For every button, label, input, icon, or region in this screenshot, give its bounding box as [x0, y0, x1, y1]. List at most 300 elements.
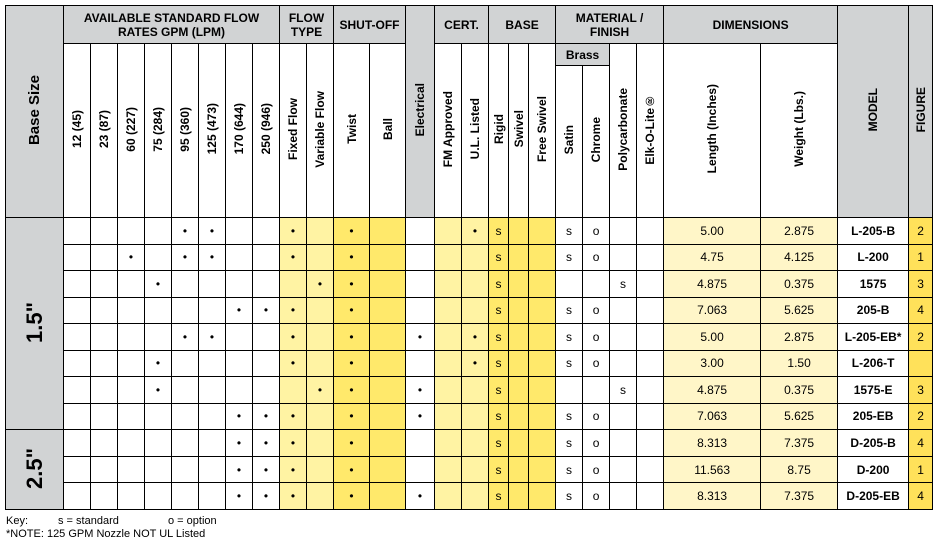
variable-flow-cell: •: [307, 271, 334, 298]
base-size-header: Base Size: [6, 6, 64, 218]
flow-rate-cell: •: [253, 483, 280, 510]
flow-col-125: 125 (473): [199, 44, 226, 218]
variable-flow-header: Variable Flow: [307, 44, 334, 218]
variable-flow-cell: [307, 324, 334, 351]
figure-cell: 3: [909, 377, 933, 404]
flow-rate-cell: [118, 456, 145, 483]
flow-rate-cell: [145, 244, 172, 271]
flow-rate-cell: [91, 218, 118, 245]
ul-listed-cell: [462, 483, 489, 510]
satin-cell: s: [556, 403, 583, 430]
flow-rate-cell: [253, 350, 280, 377]
figure-cell: 2: [909, 218, 933, 245]
flow-rate-cell: •: [199, 218, 226, 245]
fm-approved-cell: [435, 350, 462, 377]
variable-flow-cell: [307, 430, 334, 457]
electrical-cell: •: [406, 403, 435, 430]
flow-rate-cell: [118, 377, 145, 404]
chrome-cell: [583, 271, 610, 298]
flow-rate-cell: •: [118, 244, 145, 271]
polycarbonate-cell: s: [610, 377, 637, 404]
electrical-cell: •: [406, 324, 435, 351]
fixed-flow-cell: •: [280, 297, 307, 324]
weight-cell: 2.875: [761, 324, 838, 351]
weight-cell: 7.375: [761, 430, 838, 457]
length-cell: 7.063: [664, 403, 761, 430]
flow-rate-cell: [253, 324, 280, 351]
elk-o-lite-cell: [637, 456, 664, 483]
model-cell: L-206-T: [838, 350, 909, 377]
flow-rate-cell: [226, 244, 253, 271]
fixed-flow-cell: •: [280, 456, 307, 483]
electrical-cell: •: [406, 483, 435, 510]
satin-cell: [556, 271, 583, 298]
figure-header: FIGURE: [909, 6, 933, 218]
flow-rate-cell: [64, 430, 91, 457]
flow-rate-cell: [145, 297, 172, 324]
free-swivel-header: Free Swivel: [529, 44, 556, 218]
ul-listed-cell: [462, 271, 489, 298]
table-row: [6, 271, 933, 298]
swivel-cell: [509, 324, 529, 351]
flow-rate-cell: [91, 377, 118, 404]
fm-approved-cell: [435, 218, 462, 245]
polycarbonate-cell: [610, 456, 637, 483]
flow-rate-cell: •: [172, 244, 199, 271]
model-cell: D-205-B: [838, 430, 909, 457]
flow-rate-cell: [226, 324, 253, 351]
twist-header: Twist: [334, 44, 370, 218]
flow-rate-cell: [226, 377, 253, 404]
figure-cell: 1: [909, 456, 933, 483]
swivel-cell: [509, 483, 529, 510]
flow-rate-cell: [199, 297, 226, 324]
weight-cell: 0.375: [761, 271, 838, 298]
model-cell: D-205-EB: [838, 483, 909, 510]
rigid-cell: s: [489, 244, 509, 271]
ball-cell: [370, 403, 406, 430]
length-cell: 8.313: [664, 430, 761, 457]
rigid-cell: s: [489, 324, 509, 351]
swivel-cell: [509, 403, 529, 430]
flow-rate-cell: [64, 244, 91, 271]
rigid-header: Rigid: [489, 44, 509, 218]
free-swivel-cell: [529, 218, 556, 245]
free-swivel-cell: [529, 350, 556, 377]
electrical-header: Electrical: [406, 6, 435, 218]
model-cell: 1575-E: [838, 377, 909, 404]
ul-listed-cell: [462, 456, 489, 483]
ul-listed-cell: [462, 430, 489, 457]
flow-rate-cell: •: [199, 324, 226, 351]
base-size-label: 1.5": [21, 301, 47, 343]
flow-rate-cell: [118, 271, 145, 298]
twist-cell: •: [334, 483, 370, 510]
rigid-cell: s: [489, 377, 509, 404]
elk-o-lite-header: Elk-O-Lite®: [637, 44, 664, 218]
flow-rate-cell: [172, 456, 199, 483]
fm-approved-cell: [435, 377, 462, 404]
length-cell: 11.563: [664, 456, 761, 483]
ball-cell: [370, 324, 406, 351]
variable-flow-cell: [307, 456, 334, 483]
weight-cell: 0.375: [761, 377, 838, 404]
ball-cell: [370, 483, 406, 510]
flow-rate-cell: [91, 297, 118, 324]
chrome-header: Chrome: [583, 66, 610, 218]
flow-rates-header: AVAILABLE STANDARD FLOW RATES GPM (LPM): [64, 6, 280, 44]
flow-rate-cell: [64, 271, 91, 298]
flow-rate-cell: [145, 403, 172, 430]
twist-cell: •: [334, 244, 370, 271]
fixed-flow-cell: •: [280, 324, 307, 351]
flow-rate-cell: [118, 324, 145, 351]
satin-cell: s: [556, 218, 583, 245]
flow-rate-cell: [118, 218, 145, 245]
fm-approved-cell: [435, 430, 462, 457]
flow-rate-cell: [118, 297, 145, 324]
rigid-cell: s: [489, 297, 509, 324]
brass-header: Brass: [556, 44, 610, 66]
flow-rate-cell: •: [145, 271, 172, 298]
variable-flow-cell: [307, 403, 334, 430]
flow-rate-cell: [64, 377, 91, 404]
twist-cell: •: [334, 297, 370, 324]
ul-listed-cell: [462, 403, 489, 430]
chrome-cell: o: [583, 430, 610, 457]
table-row: [6, 324, 933, 351]
elk-o-lite-cell: [637, 244, 664, 271]
twist-cell: •: [334, 271, 370, 298]
spec-table: [5, 5, 933, 510]
ball-cell: [370, 271, 406, 298]
flow-rate-cell: [64, 456, 91, 483]
rigid-cell: s: [489, 218, 509, 245]
polycarbonate-cell: [610, 218, 637, 245]
figure-cell: 2: [909, 403, 933, 430]
variable-flow-cell: [307, 297, 334, 324]
table-body: [6, 218, 933, 510]
fm-approved-cell: [435, 244, 462, 271]
rigid-cell: s: [489, 430, 509, 457]
table-row: [6, 297, 933, 324]
flow-col-12: 12 (45): [64, 44, 91, 218]
length-header: Length (Inches): [664, 44, 761, 218]
flow-rate-cell: •: [172, 218, 199, 245]
ball-cell: [370, 244, 406, 271]
swivel-header: Swivel: [509, 44, 529, 218]
ball-cell: [370, 297, 406, 324]
satin-cell: s: [556, 430, 583, 457]
table-row: [6, 456, 933, 483]
flow-rate-cell: [91, 430, 118, 457]
flow-rate-cell: [172, 297, 199, 324]
satin-cell: s: [556, 324, 583, 351]
fixed-flow-cell: •: [280, 403, 307, 430]
table-row: [6, 377, 933, 404]
fm-approved-cell: [435, 483, 462, 510]
chrome-cell: o: [583, 350, 610, 377]
swivel-cell: [509, 297, 529, 324]
rigid-cell: s: [489, 483, 509, 510]
ball-cell: [370, 350, 406, 377]
twist-cell: •: [334, 403, 370, 430]
weight-cell: 4.125: [761, 244, 838, 271]
flow-rate-cell: [91, 456, 118, 483]
model-cell: D-200: [838, 456, 909, 483]
free-swivel-cell: [529, 324, 556, 351]
elk-o-lite-cell: [637, 324, 664, 351]
free-swivel-cell: [529, 430, 556, 457]
twist-cell: •: [334, 324, 370, 351]
flow-rate-cell: [199, 350, 226, 377]
variable-flow-cell: [307, 244, 334, 271]
elk-o-lite-cell: [637, 377, 664, 404]
flow-rate-cell: [172, 403, 199, 430]
flow-rate-cell: •: [172, 324, 199, 351]
twist-cell: •: [334, 456, 370, 483]
satin-cell: s: [556, 483, 583, 510]
length-cell: 3.00: [664, 350, 761, 377]
chrome-cell: o: [583, 218, 610, 245]
weight-cell: 1.50: [761, 350, 838, 377]
ball-cell: [370, 377, 406, 404]
fixed-flow-cell: •: [280, 483, 307, 510]
flow-rate-cell: [226, 218, 253, 245]
fm-approved-cell: [435, 456, 462, 483]
fixed-flow-cell: [280, 377, 307, 404]
electrical-cell: [406, 350, 435, 377]
flow-rate-cell: [118, 403, 145, 430]
flow-rate-cell: [199, 377, 226, 404]
fm-approved-cell: [435, 271, 462, 298]
weight-cell: 7.375: [761, 483, 838, 510]
figure-cell: 4: [909, 430, 933, 457]
ul-listed-cell: [462, 244, 489, 271]
base-size-group: [6, 218, 64, 430]
polycarbonate-cell: [610, 244, 637, 271]
free-swivel-cell: [529, 456, 556, 483]
free-swivel-cell: [529, 271, 556, 298]
figure-cell: [909, 350, 933, 377]
key-standard: s = standard: [58, 515, 119, 527]
variable-flow-cell: [307, 218, 334, 245]
flow-rate-cell: [64, 324, 91, 351]
chrome-cell: o: [583, 324, 610, 351]
polycarbonate-cell: [610, 324, 637, 351]
rigid-cell: s: [489, 350, 509, 377]
ul-listed-cell: •: [462, 218, 489, 245]
shut-off-header: SHUT-OFF: [334, 6, 406, 44]
flow-rate-cell: [145, 430, 172, 457]
rigid-cell: s: [489, 403, 509, 430]
length-cell: 7.063: [664, 297, 761, 324]
flow-rate-cell: [91, 244, 118, 271]
electrical-cell: [406, 430, 435, 457]
swivel-cell: [509, 377, 529, 404]
flow-rate-cell: [145, 456, 172, 483]
fixed-flow-cell: •: [280, 244, 307, 271]
fixed-flow-cell: •: [280, 430, 307, 457]
flow-rate-cell: [172, 377, 199, 404]
fixed-flow-cell: •: [280, 350, 307, 377]
length-cell: 5.00: [664, 218, 761, 245]
chrome-cell: o: [583, 297, 610, 324]
flow-rate-cell: [145, 218, 172, 245]
free-swivel-cell: [529, 377, 556, 404]
twist-cell: •: [334, 430, 370, 457]
fm-approved-header: FM Approved: [435, 44, 462, 218]
flow-col-75: 75 (284): [145, 44, 172, 218]
ul-listed-header: U.L. Listed: [462, 44, 489, 218]
polycarbonate-cell: [610, 403, 637, 430]
flow-rate-cell: [64, 403, 91, 430]
ball-cell: [370, 430, 406, 457]
flow-col-170: 170 (644): [226, 44, 253, 218]
ul-listed-cell: [462, 297, 489, 324]
variable-flow-cell: [307, 483, 334, 510]
length-cell: 4.875: [664, 271, 761, 298]
free-swivel-cell: [529, 244, 556, 271]
polycarbonate-cell: s: [610, 271, 637, 298]
chrome-cell: o: [583, 244, 610, 271]
flow-col-23: 23 (87): [91, 44, 118, 218]
base-header: BASE: [489, 6, 556, 44]
table-row: [6, 244, 933, 271]
swivel-cell: [509, 244, 529, 271]
flow-rate-cell: •: [226, 483, 253, 510]
flow-rate-cell: •: [253, 403, 280, 430]
flow-rate-cell: •: [226, 403, 253, 430]
flow-rate-cell: [199, 430, 226, 457]
flow-rate-cell: [253, 218, 280, 245]
satin-header: Satin: [556, 66, 583, 218]
polycarbonate-cell: [610, 483, 637, 510]
flow-rate-cell: [145, 324, 172, 351]
weight-cell: 8.75: [761, 456, 838, 483]
fixed-flow-header: Fixed Flow: [280, 44, 307, 218]
elk-o-lite-cell: [637, 430, 664, 457]
polycarbonate-cell: [610, 297, 637, 324]
material-header: MATERIAL / FINISH: [556, 6, 664, 44]
swivel-cell: [509, 456, 529, 483]
flow-rate-cell: [64, 218, 91, 245]
polycarbonate-cell: [610, 350, 637, 377]
flow-rate-cell: [172, 430, 199, 457]
flow-rate-cell: [253, 244, 280, 271]
flow-rate-cell: •: [253, 430, 280, 457]
flow-rate-cell: [118, 350, 145, 377]
twist-cell: •: [334, 218, 370, 245]
figure-cell: 2: [909, 324, 933, 351]
key-line: [6, 515, 217, 528]
figure-cell: 1: [909, 244, 933, 271]
flow-type-header: FLOW TYPE: [280, 6, 334, 44]
flow-rate-cell: [253, 377, 280, 404]
satin-cell: s: [556, 350, 583, 377]
satin-cell: [556, 377, 583, 404]
ball-cell: [370, 456, 406, 483]
key-legend: [6, 515, 217, 541]
elk-o-lite-cell: [637, 403, 664, 430]
rigid-cell: s: [489, 456, 509, 483]
flow-rate-cell: •: [226, 430, 253, 457]
flow-rate-cell: •: [145, 377, 172, 404]
polycarbonate-header: Polycarbonate: [610, 44, 637, 218]
flow-rate-cell: [226, 271, 253, 298]
weight-cell: 5.625: [761, 403, 838, 430]
cert-header: CERT.: [435, 6, 489, 44]
chrome-cell: o: [583, 456, 610, 483]
key-label: Key:: [6, 515, 29, 527]
satin-cell: s: [556, 244, 583, 271]
flow-rate-cell: •: [253, 297, 280, 324]
flow-rate-cell: •: [253, 456, 280, 483]
elk-o-lite-cell: [637, 350, 664, 377]
model-cell: L-205-EB*: [838, 324, 909, 351]
flow-col-250: 250 (946): [253, 44, 280, 218]
variable-flow-cell: •: [307, 377, 334, 404]
electrical-cell: [406, 244, 435, 271]
ul-listed-cell: •: [462, 350, 489, 377]
fm-approved-cell: [435, 403, 462, 430]
flow-rate-cell: [199, 403, 226, 430]
figure-cell: 3: [909, 271, 933, 298]
flow-col-95: 95 (360): [172, 44, 199, 218]
model-cell: L-200: [838, 244, 909, 271]
flow-rate-cell: [118, 483, 145, 510]
model-cell: 205-EB: [838, 403, 909, 430]
flow-rate-cell: [91, 483, 118, 510]
flow-rate-cell: [91, 403, 118, 430]
length-cell: 8.313: [664, 483, 761, 510]
figure-cell: 4: [909, 483, 933, 510]
twist-cell: •: [334, 377, 370, 404]
free-swivel-cell: [529, 403, 556, 430]
free-swivel-cell: [529, 483, 556, 510]
flow-rate-cell: •: [199, 244, 226, 271]
polycarbonate-cell: [610, 430, 637, 457]
table-row: [6, 403, 933, 430]
flow-rate-cell: [91, 324, 118, 351]
model-cell: L-205-B: [838, 218, 909, 245]
flow-rate-cell: •: [145, 350, 172, 377]
key-note: *NOTE: 125 GPM Nozzle NOT UL Listed: [6, 528, 206, 540]
swivel-cell: [509, 350, 529, 377]
ul-listed-cell: [462, 377, 489, 404]
free-swivel-cell: [529, 297, 556, 324]
flow-rate-cell: [253, 271, 280, 298]
twist-cell: •: [334, 350, 370, 377]
elk-o-lite-cell: [637, 483, 664, 510]
flow-rate-cell: •: [226, 297, 253, 324]
satin-cell: s: [556, 456, 583, 483]
flow-rate-cell: [91, 350, 118, 377]
satin-cell: s: [556, 297, 583, 324]
chrome-cell: o: [583, 403, 610, 430]
figure-cell: 4: [909, 297, 933, 324]
flow-rate-cell: [172, 271, 199, 298]
flow-rate-cell: [199, 271, 226, 298]
swivel-cell: [509, 271, 529, 298]
variable-flow-cell: [307, 350, 334, 377]
key-option: o = option: [168, 515, 217, 527]
elk-o-lite-cell: [637, 218, 664, 245]
flow-rate-cell: [199, 456, 226, 483]
flow-rate-cell: [172, 483, 199, 510]
length-cell: 4.875: [664, 377, 761, 404]
base-size-group: [6, 430, 64, 510]
